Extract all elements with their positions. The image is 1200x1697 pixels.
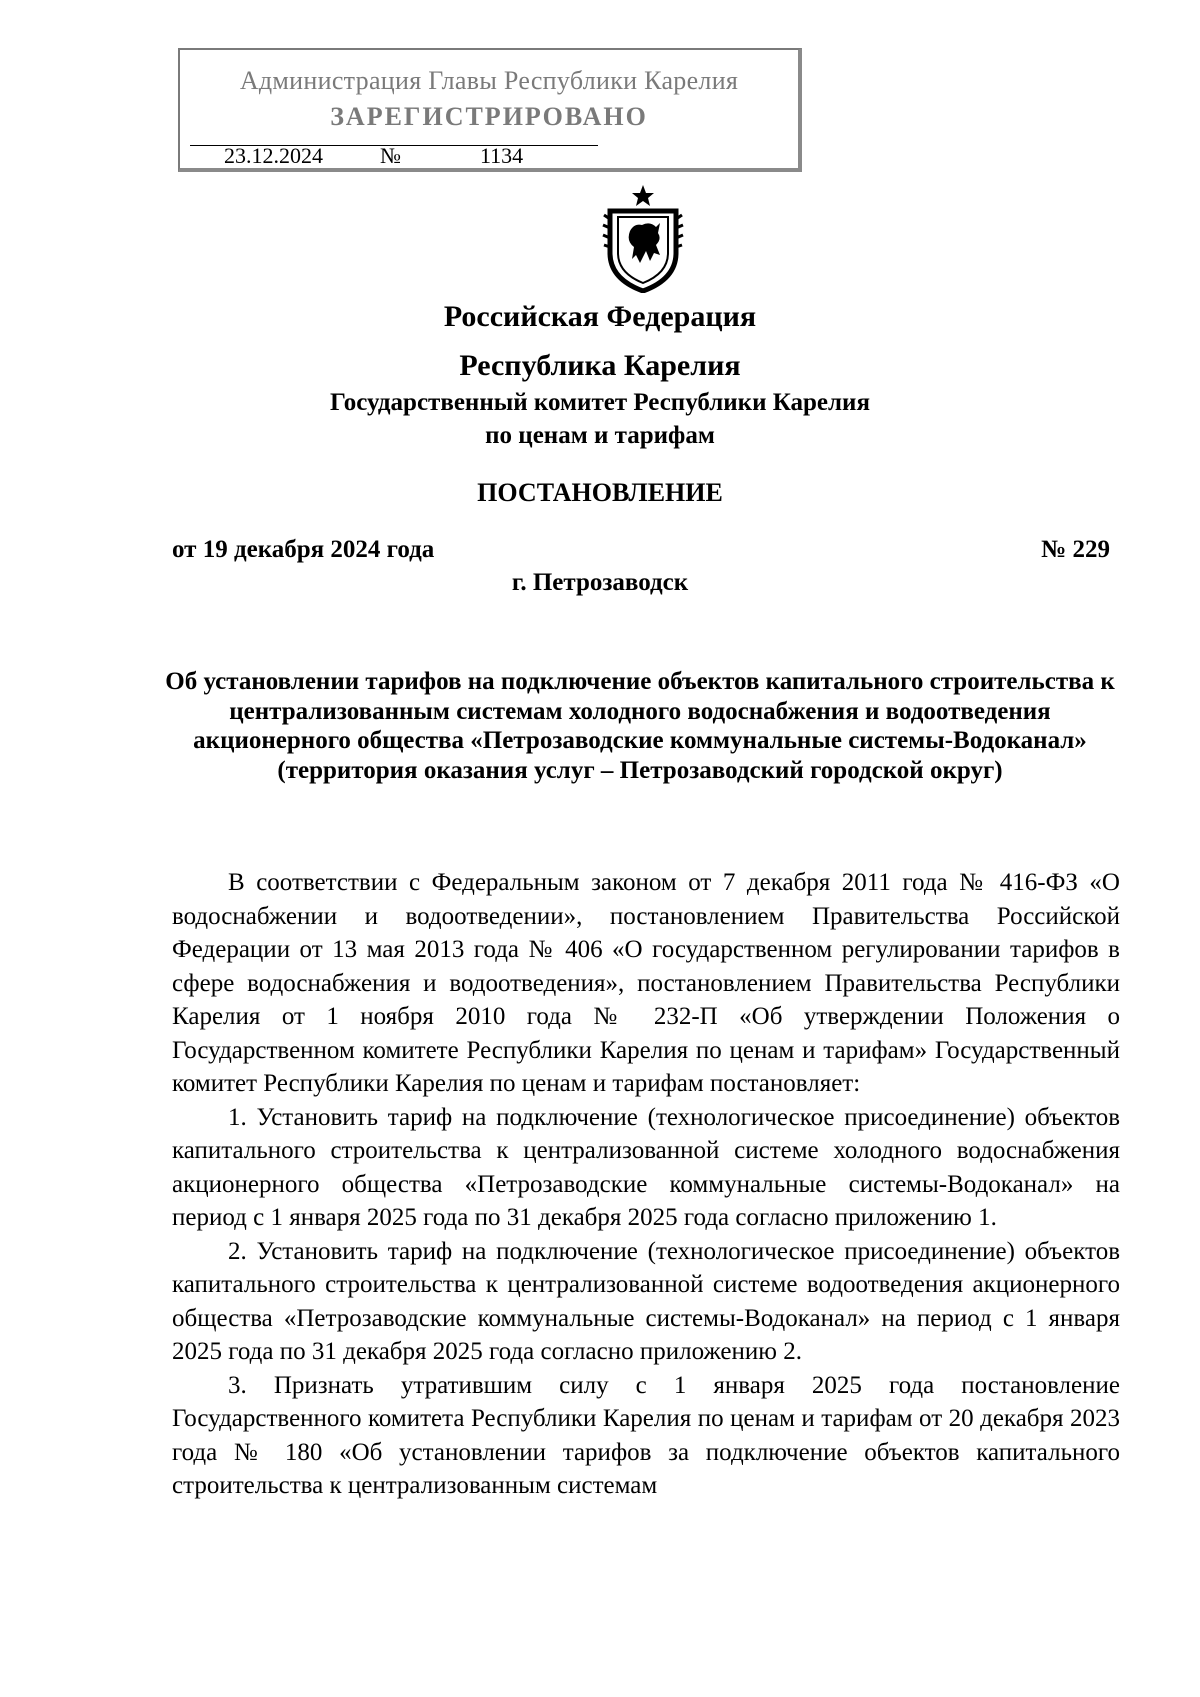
body-preamble: В соответствии с Федеральным законом от 7 декабря 2011 года № 416-ФЗ «О водоснабжении и водоотведении», постановлением Правительства Российской Федерации от 13 мая 2013 года № 406 «О государственном регулировании тарифов в сфере водоснабжения и водоотведения», постановлением Правительства Республики Карелия от 1 ноября 2010 года № 232-П «Об утверждении Положения о Государственном комитете Республики Карелия по ценам и тарифам» Государственный комитет Республики Карелия по ценам и тарифам постановляет: xyxy=(172,869,1120,1097)
body-item-3: 3. Признать утратившим силу с 1 января 2025 года постановление Государственного комитета Республики Карелия по ценам и тарифам от 20 декабря 2023 года № 180 «Об установлении тарифов за подключение объектов капитального строительства к централизованным системам xyxy=(172,1371,1120,1499)
document-body xyxy=(172,866,1120,1503)
stamp-number-label: № xyxy=(380,143,401,168)
document-city: г. Петрозаводск xyxy=(511,569,689,596)
federation-heading: Российская Федерация xyxy=(443,300,757,333)
republic-heading: Республика Карелия xyxy=(459,349,741,382)
document-number: № 229 xyxy=(1041,536,1110,563)
body-item-2: 2. Установить тариф на подключение (технологическое присоединение) объектов капитального строительства к централизованной системе водоотведения акционерного общества «Петрозаводские коммунальные системы-Водоканал» на период с 1 января 2025 года по 31 декабря 2025 года согласно приложению 2. xyxy=(172,1237,1120,1365)
karelia-coat-of-arms-icon xyxy=(600,183,686,293)
document-date: от 19 декабря 2024 года xyxy=(172,536,435,563)
document-title: Об установлении тарифов на подключение объектов капитального строительства к централизованным системам холодного водоснабжения и водоотведения акционерного общества «Петрозаводские коммунальные системы-Водоканал» (территория оказания услуг – Петрозаводский городской округ) xyxy=(165,668,1115,784)
body-item-1: 1. Установить тариф на подключение (технологическое присоединение) объектов капитального строительства к централизованной системе холодного водоснабжения акционерного общества «Петрозаводские коммунальные системы-Водоканал» на период с 1 января 2025 года по 31 декабря 2025 года согласно приложению 1. xyxy=(172,1103,1120,1231)
stamp-organization: Администрация Главы Республики Карелия xyxy=(239,66,739,95)
stamp-date: 23.12.2024 xyxy=(224,143,323,168)
stamp-number: 1134 xyxy=(480,143,524,168)
stamp-status: ЗАРЕГИСТРИРОВАНО xyxy=(330,102,648,131)
committee-heading-line2: по ценам и тарифам xyxy=(485,422,715,449)
document-type: ПОСТАНОВЛЕНИЕ xyxy=(477,478,723,507)
committee-heading-line1: Государственный комитет Республики Карелия xyxy=(330,389,870,416)
